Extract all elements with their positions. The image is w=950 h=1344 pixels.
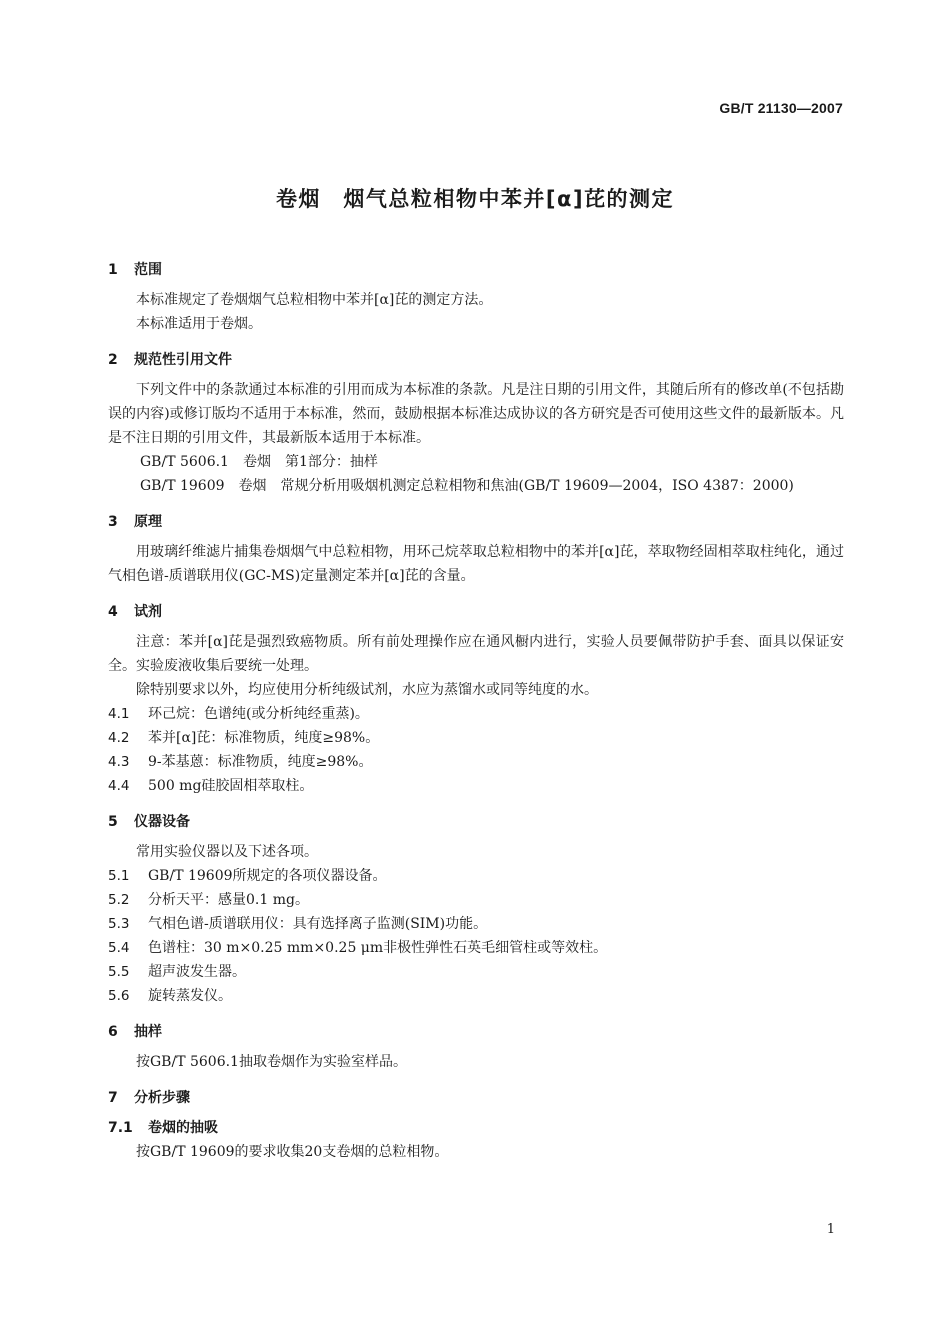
document-title: 卷烟 烟气总粒相物中苯并[α]芘的测定 xyxy=(275,187,675,211)
reference-item: GB/T 19609 卷烟 常规分析用吸烟机测定总粒相物和焦油(GB/T 19609—2004，ISO 4387：2000) xyxy=(140,478,794,494)
section-title: 仪器设备 xyxy=(134,814,190,830)
warning-paragraph: 注意：苯并[α]芘是强烈致癌物质。所有前处理操作应在通风橱内进行，实验人员要佩带防护手套、面具以保证安全。实验废液收集后要统一处理。 xyxy=(108,634,844,674)
subsection-title: 卷烟的抽吸 xyxy=(148,1120,218,1136)
subsection-number: 7.1 xyxy=(108,1120,133,1136)
paragraph: 按GB/T 5606.1抽取卷烟作为实验室样品。 xyxy=(136,1054,407,1070)
paragraph: 除特别要求以外，均应使用分析纯级试剂，水应为蒸馏水或同等纯度的水。 xyxy=(136,682,598,698)
item-number: 5.3 xyxy=(108,916,130,932)
list-item xyxy=(108,750,844,774)
paragraph: 本标准规定了卷烟烟气总粒相物中苯并[α]芘的测定方法。 xyxy=(136,292,493,308)
paragraph: 用玻璃纤维滤片捕集卷烟烟气中总粒相物，用环己烷萃取总粒相物中的苯并[α]芘，萃取物经固相萃取柱纯化，通过气相色谱-质谱联用仪(GC-MS)定量测定苯并[α]芘的含量。 xyxy=(108,544,844,584)
item-number: 4.3 xyxy=(108,754,130,770)
item-text: GB/T 19609所规定的各项仪器设备。 xyxy=(148,868,387,884)
section-title: 规范性引用文件 xyxy=(134,352,232,368)
section-number: 4 xyxy=(108,604,118,620)
item-number: 5.4 xyxy=(108,940,130,956)
item-text: 旋转蒸发仪。 xyxy=(148,988,232,1004)
list-item xyxy=(108,774,844,798)
paragraph: 常用实验仪器以及下述各项。 xyxy=(136,844,318,860)
item-text: 苯并[α]芘：标准物质，纯度≥98%。 xyxy=(148,730,380,746)
section-title: 试剂 xyxy=(134,604,162,620)
section-title: 抽样 xyxy=(134,1024,162,1040)
section-heading-2 xyxy=(108,348,844,372)
subsection-heading xyxy=(108,1116,844,1140)
item-text: 500 mg硅胶固相萃取柱。 xyxy=(148,778,314,794)
item-text: 色谱柱：30 m×0.25 mm×0.25 μm非极性弹性石英毛细管柱或等效柱。 xyxy=(148,940,608,956)
section-number: 3 xyxy=(108,514,118,530)
list-item xyxy=(108,888,844,912)
item-number: 5.5 xyxy=(108,964,130,980)
item-number: 4.2 xyxy=(108,730,130,746)
standard-code: GB/T 21130—2007 xyxy=(719,100,843,116)
list-item xyxy=(108,864,844,888)
section-number: 6 xyxy=(108,1024,118,1040)
item-text: 气相色谱-质谱联用仪：具有选择离子监测(SIM)功能。 xyxy=(148,916,488,932)
item-number: 5.1 xyxy=(108,868,130,884)
item-text: 分析天平：感量0.1 mg。 xyxy=(148,892,309,908)
list-item xyxy=(108,702,844,726)
section-heading-1 xyxy=(108,258,844,282)
section-title: 分析步骤 xyxy=(134,1090,190,1106)
section-number: 7 xyxy=(108,1090,118,1106)
section-number: 2 xyxy=(108,352,118,368)
item-text: 9-苯基蒽：标准物质，纯度≥98%。 xyxy=(148,754,373,770)
paragraph: 按GB/T 19609的要求收集20支卷烟的总粒相物。 xyxy=(136,1144,449,1160)
list-item xyxy=(108,726,844,750)
section-heading-3 xyxy=(108,510,844,534)
section-heading-7 xyxy=(108,1086,844,1110)
item-number: 5.6 xyxy=(108,988,130,1004)
reference-item: GB/T 5606.1 卷烟 第1部分：抽样 xyxy=(140,454,378,470)
list-item xyxy=(108,936,844,960)
section-heading-4 xyxy=(108,600,844,624)
item-number: 4.1 xyxy=(108,706,130,722)
list-item xyxy=(108,960,844,984)
section-number: 1 xyxy=(108,262,118,278)
document-body xyxy=(108,258,844,1164)
section-number: 5 xyxy=(108,814,118,830)
item-text: 环己烷：色谱纯(或分析纯经重蒸)。 xyxy=(148,706,369,722)
section-title: 范围 xyxy=(134,262,162,278)
list-item xyxy=(108,912,844,936)
item-number: 5.2 xyxy=(108,892,130,908)
item-text: 超声波发生器。 xyxy=(148,964,246,980)
list-item xyxy=(108,984,844,1008)
section-heading-6 xyxy=(108,1020,844,1044)
item-number: 4.4 xyxy=(108,778,130,794)
page-number: 1 xyxy=(826,1222,835,1237)
paragraph: 下列文件中的条款通过本标准的引用而成为本标准的条款。凡是注日期的引用文件，其随后所有的修改单(不包括勘误的内容)或修订版均不适用于本标准，然而，鼓励根据本标准达成协议的各方研究是否可使用这些文件的最新版本。凡是不注日期的引用文件，其最新版本适用于本标准。 xyxy=(108,382,844,446)
section-heading-5 xyxy=(108,810,844,834)
paragraph: 本标准适用于卷烟。 xyxy=(136,316,262,332)
section-title: 原理 xyxy=(134,514,162,530)
